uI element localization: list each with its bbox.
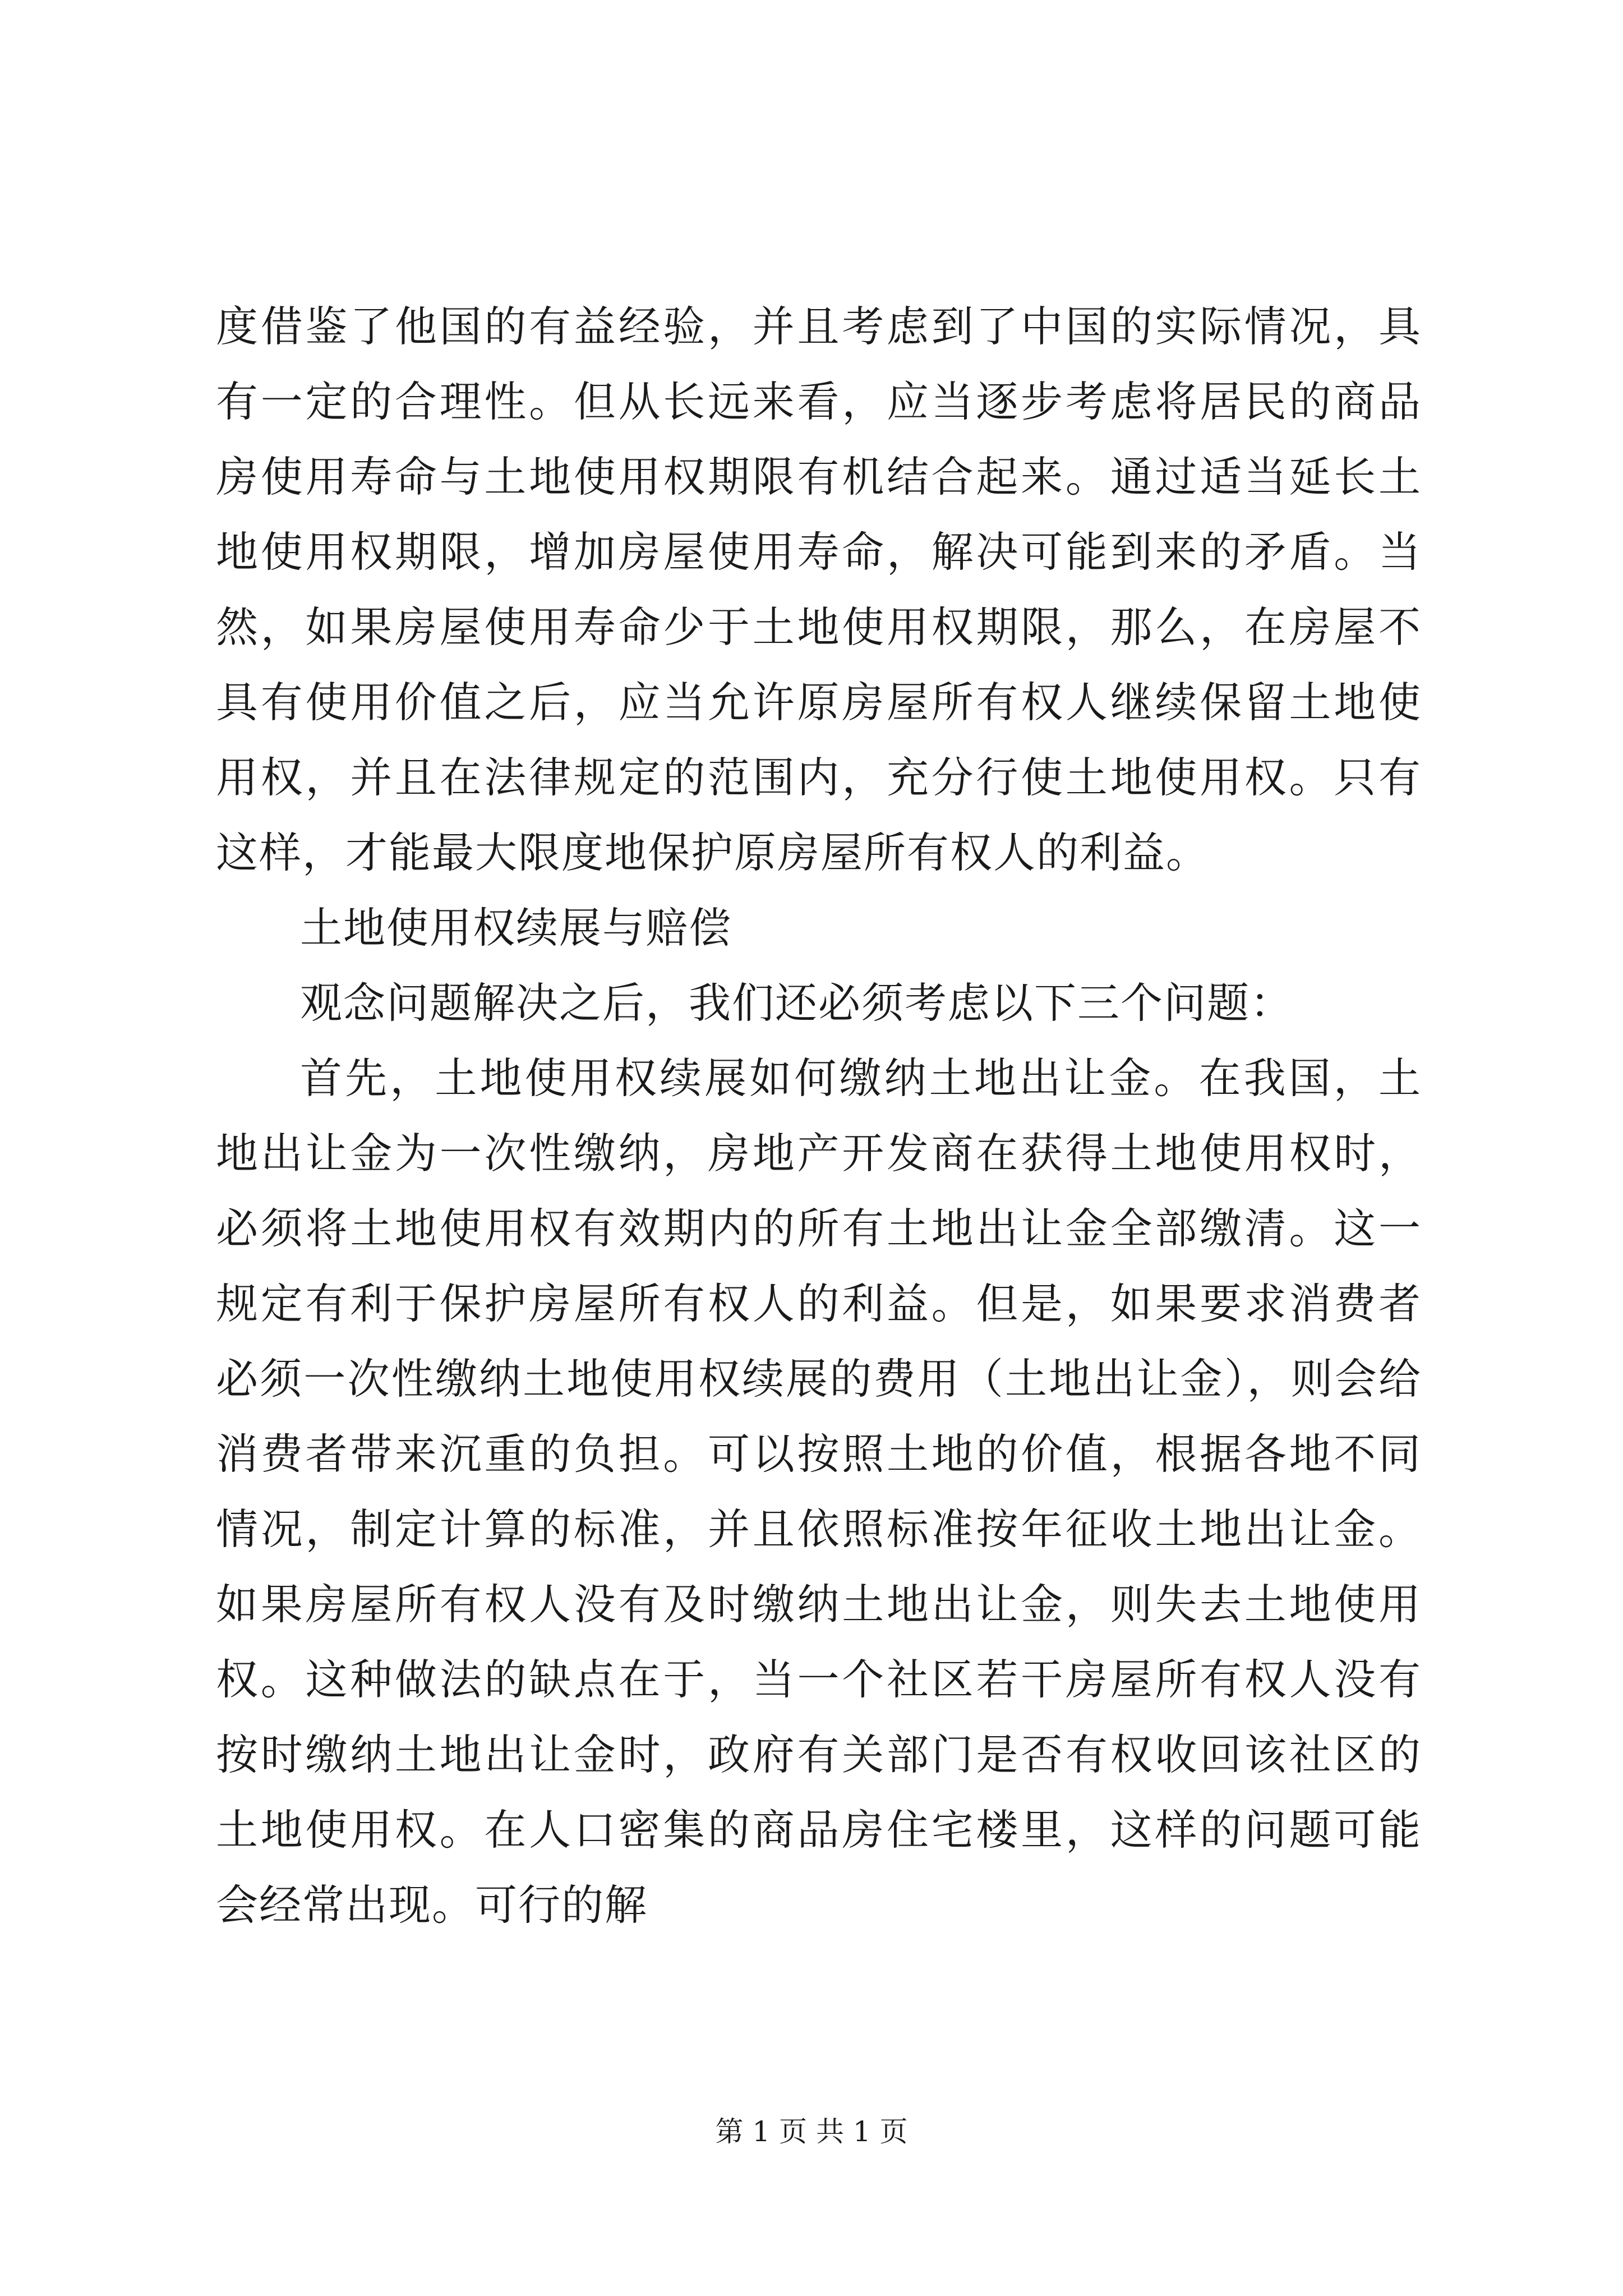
document-body bbox=[216, 289, 1422, 1943]
page-footer: 第 1 页 共 1 页 bbox=[715, 2115, 908, 2148]
section-heading: 土地使用权续展与赔偿 bbox=[300, 903, 732, 953]
paragraph-intro: 观念问题解决之后，我们还必须考虑以下三个问题： bbox=[300, 978, 1294, 1028]
paragraph-continuation: 度借鉴了他国的有益经验，并且考虑到了中国的实际情况，具有一定的合理性。但从长远来看，应当逐步考虑将居民的商品房使用寿命与土地使用权期限有机结合起来。通过适当延长土地使用权期限，增加房屋使用寿命，解决可能到来的矛盾。当然，如果房屋使用寿命少于土地使用权期限，那么，在房屋不具有使用价值之后，应当允许原房屋所有权人继续保留土地使用权，并且在法律规定的范围内，充分行使土地使用权。只有这样，才能最大限度地保护原房屋所有权人的利益。 bbox=[216, 302, 1422, 877]
paragraph-first-issue: 首先，土地使用权续展如何缴纳土地出让金。在我国，土地出让金为一次性缴纳，房地产开发商在获得土地使用权时，必须将土地使用权有效期内的所有土地出让金全部缴清。这一规定有利于保护房屋所有权人的利益。但是，如果要求消费者必须一次性缴纳土地使用权续展的费用（土地出让金），则会给消费者带来沉重的负担。可以按照土地的价值，根据各地不同情况，制定计算的标准，并且依照标准按年征收土地出让金。如果房屋所有权人没有及时缴纳土地出让金，则失去土地使用权。这种做法的缺点在于，当一个社区若干房屋所有权人没有按时缴纳土地出让金时，政府有关部门是否有权收回该社区的土地使用权。在人口密集的商品房住宅楼里，这样的问题可能会经常出现。可行的解 bbox=[216, 1053, 1422, 1930]
